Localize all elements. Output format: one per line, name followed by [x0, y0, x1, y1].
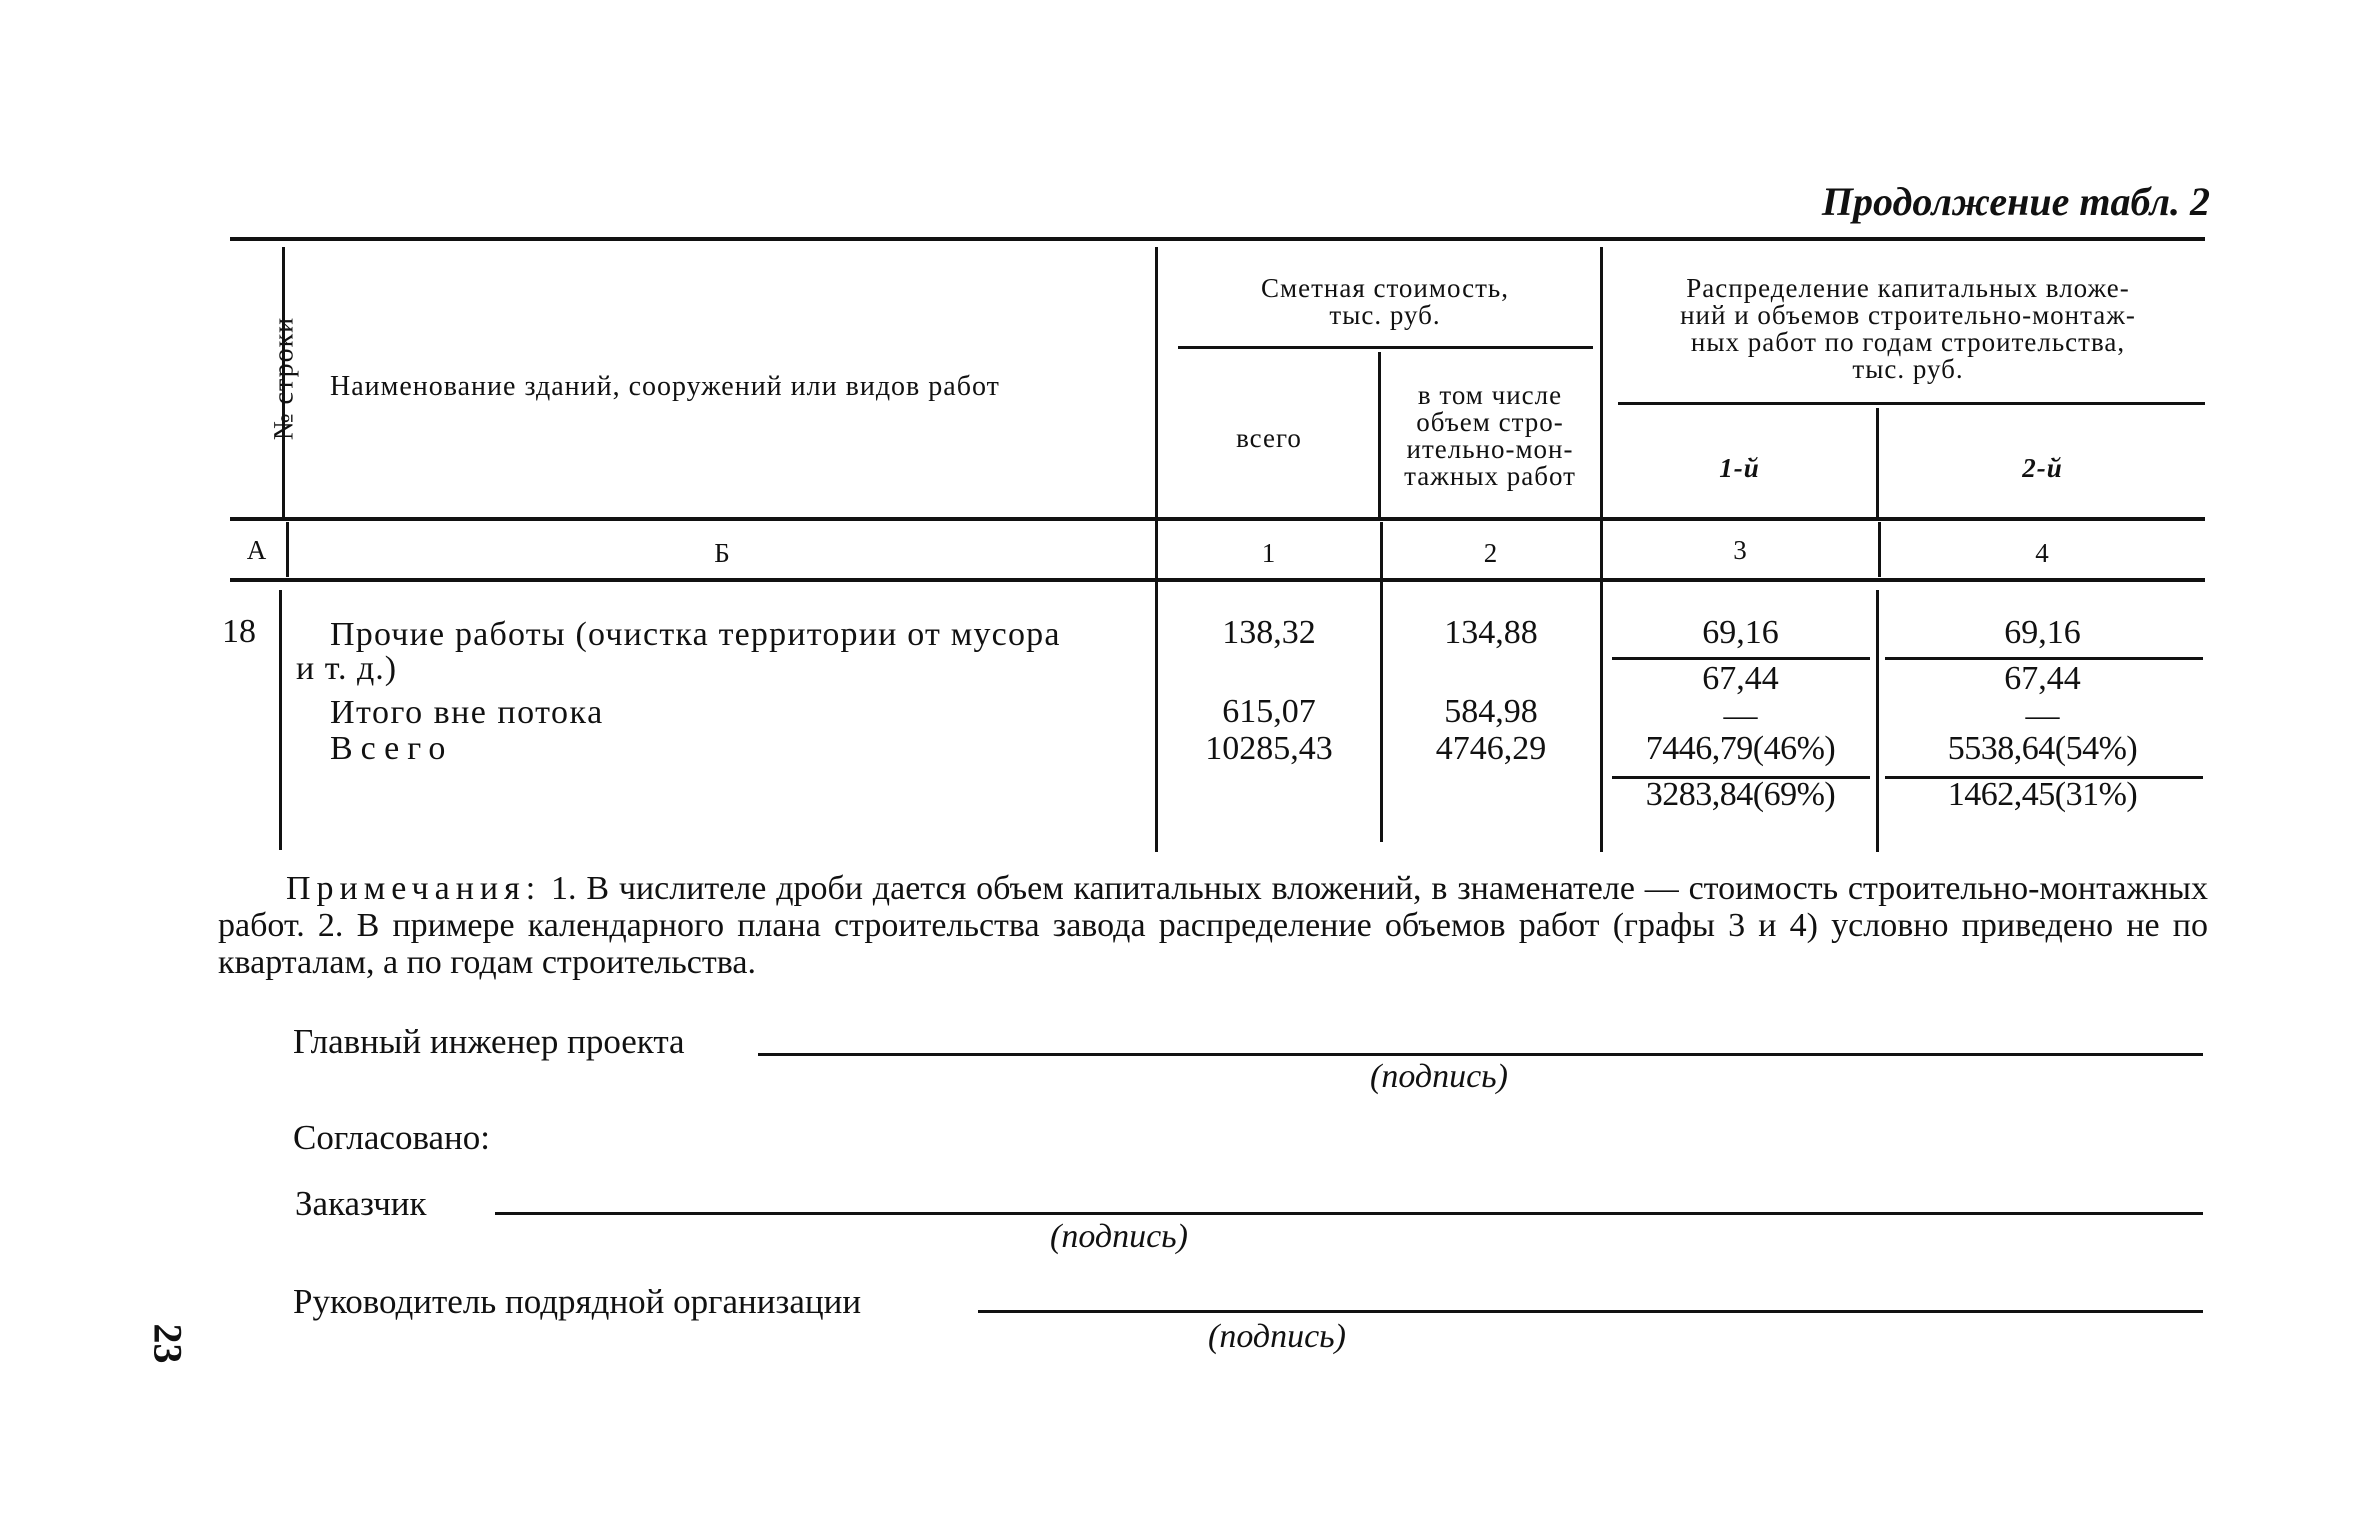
notes-text: 1. В числителе дроби дается объем капитальных вложений, в знаменателе — стоимость строительно-монтажных работ. 2. В примере календарного плана строительства завода распределение объемов работ (графы 3 и 4) условно приведено не по кварталам, а по годам строительства.	[218, 870, 2209, 981]
distribution-line-2: ний и объемов строительно-монтаж-	[1680, 300, 2136, 330]
year-2-total-numerator: 5538,64(54%)	[1947, 730, 2138, 767]
total-header: всего	[1236, 423, 1302, 453]
customer-signature-caption: (подпись)	[1050, 1218, 1188, 1255]
incl-smr-line-4: тажных работ	[1404, 461, 1576, 491]
col-index-4: 4	[2035, 538, 2050, 568]
cost-smr-value: 134,88	[1444, 614, 1538, 651]
estimated-cost-header	[1180, 275, 1590, 329]
distribution-header-rule	[1618, 402, 2205, 405]
incl-smr-line-3: ительно-мон-	[1406, 434, 1574, 464]
contractor-head-signature-caption: (подпись)	[1208, 1318, 1346, 1355]
contractor-head-label: Руководитель подрядной организации	[293, 1282, 862, 1321]
col-index-1: 1	[1261, 538, 1277, 568]
year-2-numerator: 69,16	[2004, 614, 2081, 651]
col-rule-1	[1378, 352, 1381, 518]
year-1-denominator: 67,44	[1702, 660, 1779, 697]
col-rule-3	[1876, 408, 1879, 518]
distribution-header	[1608, 275, 2208, 383]
year-2-dash: —	[2025, 697, 2060, 734]
distribution-line-1: Распределение капитальных вложе-	[1686, 273, 2130, 303]
table-continuation-title: Продолжение табл. 2	[1821, 179, 2210, 224]
customer-label: Заказчик	[295, 1184, 427, 1223]
subtotal-label: Итого вне потока	[330, 694, 604, 731]
col-rule-1b	[1380, 522, 1383, 842]
col-index-2: 2	[1483, 538, 1499, 568]
distribution-line-3: ных работ по годам строительства,	[1690, 327, 2126, 357]
item-other-works-line-2: и т. д.)	[296, 650, 398, 687]
incl-smr-header	[1382, 382, 1598, 490]
chief-engineer-signature-caption: (подпись)	[1370, 1058, 1508, 1095]
row-number-header: № строки	[268, 316, 300, 441]
year-2-denominator: 67,44	[2004, 660, 2081, 697]
cost-total-value: 10285,43	[1205, 730, 1333, 767]
contractor-head-signature-line	[978, 1310, 2203, 1313]
cost-header-rule	[1178, 346, 1593, 349]
year-1-total-denominator: 3283,84(69%)	[1645, 776, 1836, 813]
chief-engineer-signature-line	[758, 1053, 2203, 1056]
col-index-a: А	[246, 535, 268, 565]
estimated-cost-line-2: тыс. руб.	[1329, 300, 1441, 330]
page-number: 23	[145, 1323, 191, 1364]
notes-label: Примечания:	[286, 870, 542, 907]
header-bottom-rule	[230, 517, 2205, 521]
year-1-dash: —	[1723, 697, 1758, 734]
name-header: Наименование зданий, сооружений или видов работ	[330, 371, 1000, 402]
distribution-line-4: тыс. руб.	[1852, 354, 1964, 384]
cost-total-value: 615,07	[1222, 693, 1316, 730]
cost-smr-value: 584,98	[1444, 693, 1538, 730]
year-2-header: 2-й	[2022, 453, 2063, 483]
col-rule-a2	[286, 522, 289, 577]
table-top-rule	[230, 237, 2205, 241]
col-rule-a3	[279, 590, 282, 850]
col-index-b: Б	[714, 538, 731, 568]
customer-signature-line	[495, 1212, 2203, 1215]
incl-smr-line-2: объем стро-	[1416, 407, 1564, 437]
cost-total-value: 138,32	[1222, 614, 1316, 651]
year-1-total-numerator: 7446,79(46%)	[1645, 730, 1836, 767]
index-row-bottom-rule	[230, 578, 2205, 582]
row-number-18: 18	[222, 613, 256, 650]
agreed-label: Согласовано:	[293, 1118, 491, 1157]
year-1-header: 1-й	[1719, 453, 1760, 483]
cost-smr-value: 4746,29	[1435, 730, 1547, 767]
item-other-works-line-1: Прочие работы (очистка территории от мусора	[330, 616, 1061, 653]
incl-smr-line-1: в том числе	[1417, 380, 1563, 410]
total-label: Всего	[330, 730, 454, 767]
year-1-numerator: 69,16	[1702, 614, 1779, 651]
estimated-cost-line-1: Сметная стоимость,	[1261, 273, 1509, 303]
chief-engineer-label: Главный инженер проекта	[293, 1022, 685, 1061]
notes-paragraph	[218, 870, 2208, 981]
col-index-3: 3	[1733, 535, 1748, 565]
year-2-total-denominator: 1462,45(31%)	[1947, 776, 2138, 813]
